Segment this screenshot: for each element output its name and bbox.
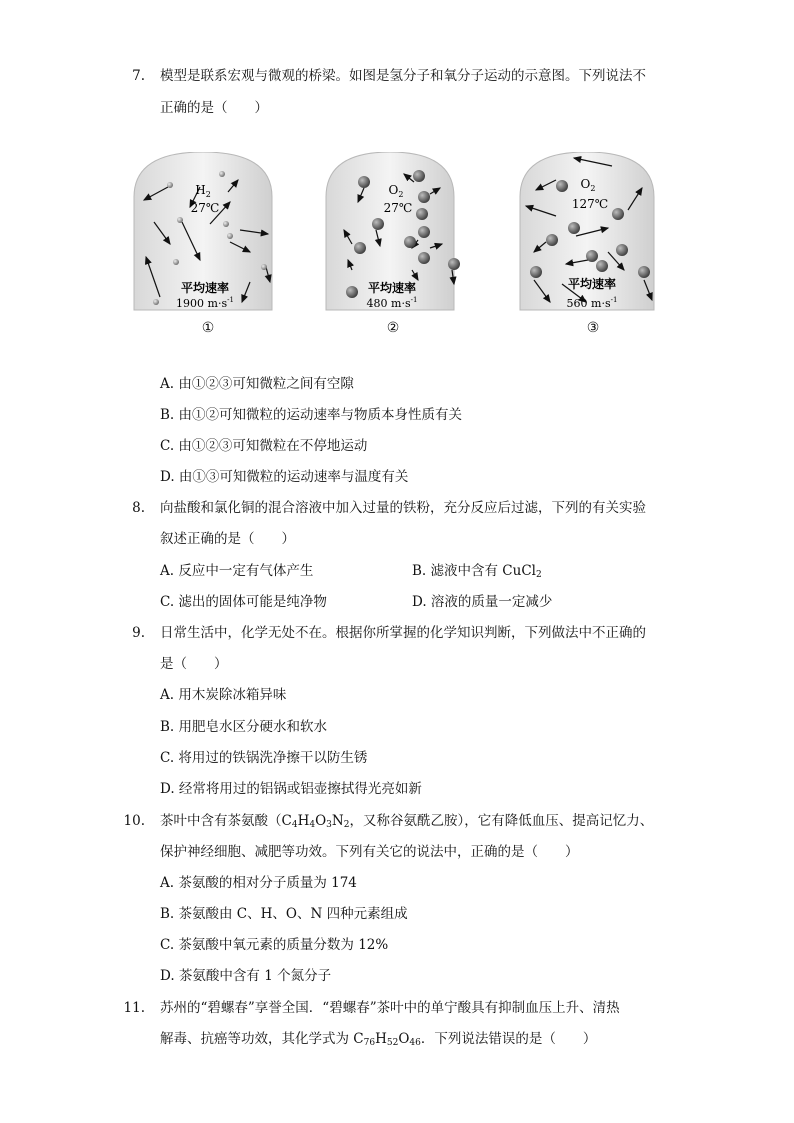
jar2-rate-label: 平均速率 (367, 281, 417, 295)
q7-option-c: C. 由①②③可知微粒在不停地运动 (160, 438, 368, 454)
q7-option-d: D. 由①③可知微粒的运动速率与温度有关 (160, 469, 409, 485)
jar3-gas: $O_2$ (580, 177, 596, 193)
figure-label-3: ③ (586, 320, 600, 336)
q8-number: 8. (132, 500, 145, 516)
q8-stem-line2: 叙述正确的是（ ） (160, 531, 295, 547)
q7-option-a: A. 由①②③可知微粒之间有空隙 (160, 376, 354, 392)
q8-option-a: A. 反应中一定有气体产生 (160, 563, 314, 579)
q10-option-b: B. 茶氨酸由 C、H、O、N 四种元素组成 (160, 906, 408, 922)
jar2-temp: 27℃ (383, 201, 413, 215)
jar1-temp: 27℃ (190, 201, 220, 215)
q7-number: 7. (132, 68, 145, 84)
q11-number: 11. (123, 1000, 145, 1016)
q9-number: 9. (132, 625, 145, 641)
q9-stem-line2: 是（ ） (160, 656, 228, 672)
q9-option-c: C. 将用过的铁锅洗净擦干以防生锈 (160, 750, 368, 766)
jar1-gas: $H_2$ (195, 183, 211, 199)
q7-option-b: B. 由①②可知微粒的运动速率与物质本身性质有关 (160, 407, 463, 423)
q10-stem-line2: 保护神经细胞、减肥等功效。下列有关它的说法中，正确的是（ ） (160, 844, 579, 860)
q10-option-c: C. 茶氨酸中氧元素的质量分数为 12% (160, 937, 389, 953)
q10-number: 10. (123, 813, 145, 829)
jar2-rate-value: 480 $m\cdot s^{-1}$ (366, 296, 418, 310)
jar3-rate-value: 560 $m\cdot s^{-1}$ (566, 296, 618, 310)
q8-option-b: B. 滤液中含有 CuCl$_2$ (412, 563, 542, 580)
q8-option-d: D. 溶液的质量一定减少 (412, 594, 553, 610)
q7-stem-line1: 模型是联系宏观与微观的桥梁。如图是氢分子和氧分子运动的示意图。下列说法不 (160, 68, 646, 84)
figure-label-1: ① (201, 320, 215, 336)
q11-stem-line2: 解毒、抗癌等功效，其化学式为 $C_{76}H_{52}O_{46}$．下列说法错误的是（ ） (160, 1031, 597, 1048)
q8-stem-line1: 向盐酸和氯化铜的混合溶液中加入过量的铁粉，充分反应后过滤，下列的有关实验 (160, 500, 646, 516)
figure-label-2: ② (386, 320, 400, 336)
q11-stem-line1: 苏州的“碧螺春”享誉全国．“碧螺春”茶叶中的单宁酸具有抑制血压上升、清热 (160, 1000, 620, 1016)
jar2-gas: $O_2$ (388, 183, 404, 199)
q10-option-a: A. 茶氨酸的相对分子质量为 174 (160, 875, 357, 891)
q10-option-d: D. 茶氨酸中含有 1 个氮分子 (160, 968, 332, 984)
jar3-temp: 127℃ (571, 197, 609, 211)
q7-stem-line2: 正确的是（ ） (160, 100, 268, 116)
jar1-rate-value: 1900 $m\cdot s^{-1}$ (176, 296, 234, 310)
jar3-rate-label: 平均速率 (567, 277, 617, 291)
q9-option-d: D. 经常将用过的铝锅或铝壶擦拭得光亮如新 (160, 781, 422, 797)
q9-stem-line1: 日常生活中，化学无处不在。根据你所掌握的化学知识判断，下列做法中不正确的 (160, 625, 646, 641)
jar1-rate-label: 平均速率 (180, 281, 230, 295)
q9-option-b: B. 用肥皂水区分硬水和软水 (160, 719, 328, 735)
q9-option-a: A. 用木炭除冰箱异味 (160, 687, 287, 703)
molecule-motion-figure (130, 152, 660, 337)
q10-stem-line1: 茶叶中含有茶氨酸（$C_4H_4O_3N_2$，又称谷氨酰乙胺），它有降低血压、提高记忆力、 (160, 813, 654, 830)
q8-option-c: C. 滤出的固体可能是纯净物 (160, 594, 327, 610)
